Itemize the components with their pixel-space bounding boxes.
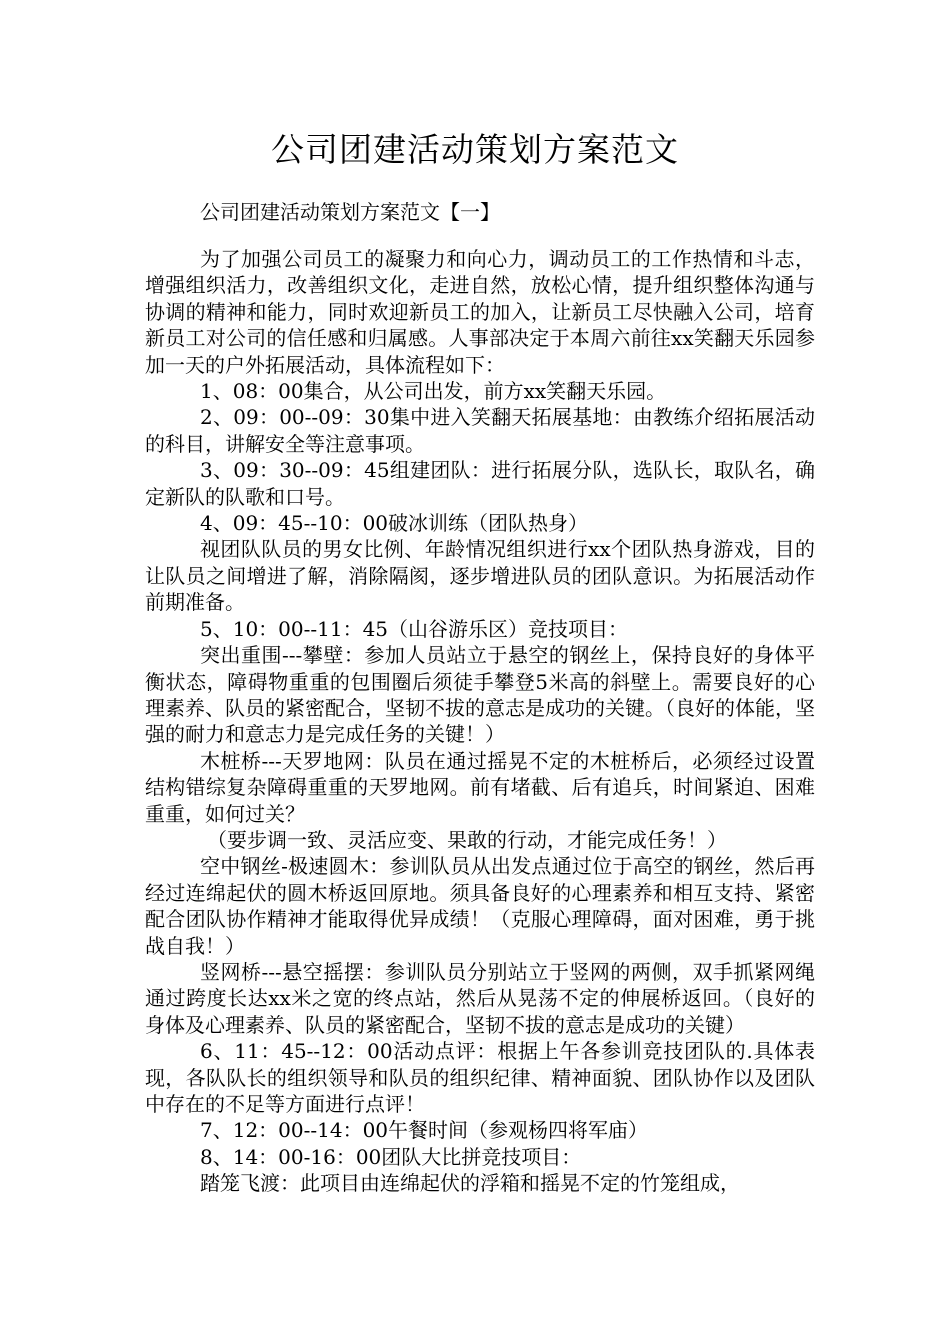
paragraph-high-wire: 空中钢丝-极速圆木：参训队员从出发点通过位于高空的钢丝，然后再经过连绵起伏的圆木桥返回原地。须具备良好的心理素养和相互支持、紧密配合团队协作精神才能取得优异成绩！（克服心理障碍，面对困难，勇于挑战自我！） xyxy=(145,854,815,958)
paragraph-step-6: 6、11：45--12：00活动点评：根据上午各参训竞技团队的.具体表现，各队队长的组织领导和队员的组织纪律、精神面貌、团队协作以及团队中存在的不足等方面进行点评！ xyxy=(145,1039,815,1116)
paragraph-climbing-wall: 突出重围---攀壁：参加人员站立于悬空的钢丝上，保持良好的身体平衡状态，障碍物重重的包围圈后须徒手攀登5米高的斜壁上。需要良好的心理素养、队员的紧密配合，坚韧不拔的意志是成功的关键。（良好的体能，坚强的耐力和意志力是完成任务的关键！） xyxy=(145,643,815,747)
paragraph-step-1: 1、08：00集合，从公司出发，前方xx笑翻天乐园。 xyxy=(200,379,667,404)
paragraph-cage-crossing: 踏笼飞渡：此项目由连绵起伏的浮箱和摇晃不定的竹笼组成， xyxy=(200,1171,740,1196)
document-title: 公司团建活动策划方案范文 xyxy=(271,130,679,169)
paragraph-intro: 为了加强公司员工的凝聚力和向心力，调动员工的工作热情和斗志，增强组织活力，改善组织文化，走进自然，放松心情，提升组织整体沟通与协调的精神和能力，同时欢迎新员工的加入，让新员工尽快融入公司，培育新员工对公司的信任感和归属感。人事部决定于本周六前往xx笑翻天乐园参加一天的户外拓展活动，具体流程如下： xyxy=(145,247,815,377)
paragraph-step-8: 8、14：00-16：00团队大比拼竞技项目： xyxy=(200,1144,582,1169)
paragraph-step-7: 7、12：00--14：00午餐时间（参观杨四将军庙） xyxy=(200,1118,649,1143)
document-body xyxy=(145,246,815,1197)
paragraph-step-3: 3、09：30--09：45组建团队：进行拓展分队，选队长，取队名，确定新队的队歌和口号。 xyxy=(145,458,815,509)
paragraph-log-bridge: 木桩桥---天罗地网：队员在通过摇晃不定的木桩桥后，必须经过设置结构错综复杂障碍重重的天罗地网。前有堵截、后有追兵，时间紧迫、困难重重，如何过关？ xyxy=(145,748,815,826)
paragraph-step-4: 4、09：45--10：00破冰训练（团队热身） xyxy=(200,511,589,536)
paragraph-log-bridge-note: （要步调一致、灵活应变、果敢的行动，才能完成任务！） xyxy=(207,827,727,852)
paragraph-step-2: 2、09：00--09：30集中进入笑翻天拓展基地：由教练介绍拓展活动的科目，讲解安全等注意事项。 xyxy=(145,405,815,456)
section-heading: 公司团建活动策划方案范文【一】 xyxy=(200,200,500,224)
paragraph-icebreaker: 视团队队员的男女比例、年龄情况组织进行xx个团队热身游戏，目的让队员之间增进了解，消除隔阂，逐步增进队员的团队意识。为拓展活动作前期准备。 xyxy=(145,537,815,615)
paragraph-net-bridge: 竖网桥---悬空摇摆：参训队员分别站立于竖网的两侧，双手抓紧网绳通过跨度长达xx米之宽的终点站，然后从晃荡不定的伸展桥返回。（良好的身体及心理素养、队员的紧密配合，坚韧不拔的意志是成功的关键） xyxy=(145,959,815,1037)
paragraph-step-5: 5、10：00--11：45（山谷游乐区）竞技项目： xyxy=(200,616,629,641)
